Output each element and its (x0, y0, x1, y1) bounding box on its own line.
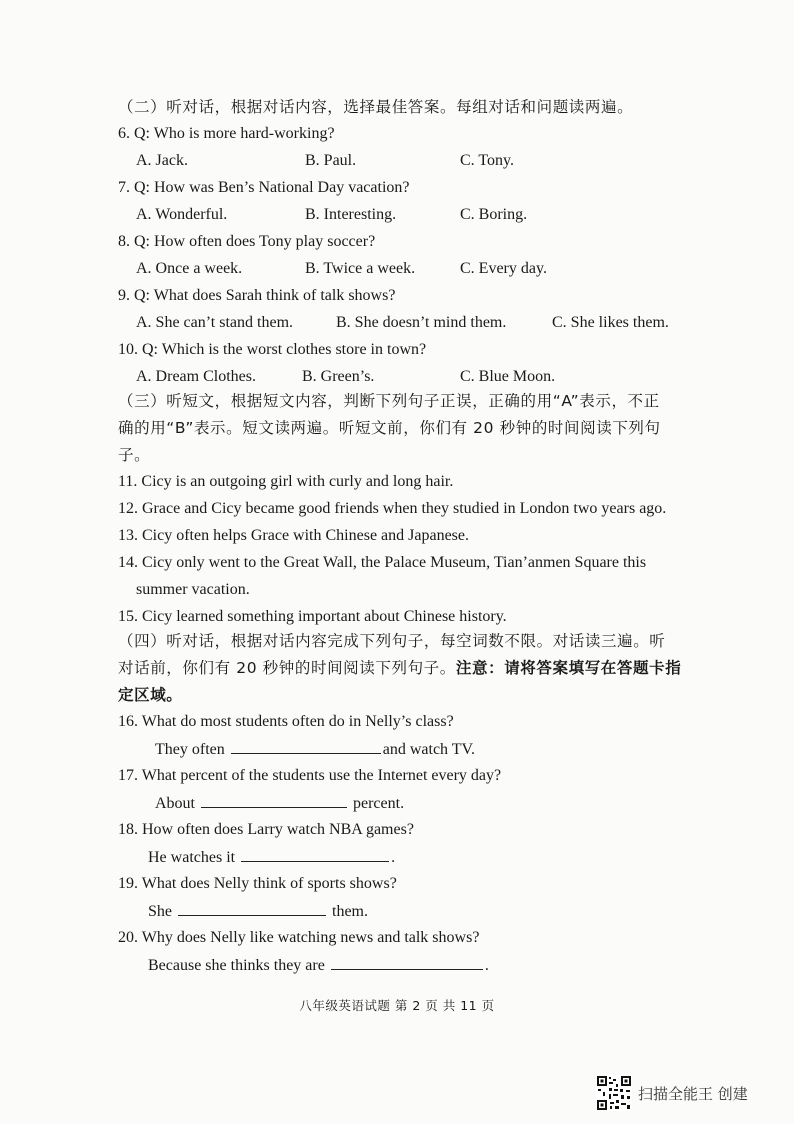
option-c: C. Boring. (460, 206, 528, 223)
section2-heading: （二）听对话，根据对话内容，选择最佳答案。每组对话和问题读两遍。 (118, 98, 634, 116)
option-b: B. Paul. (305, 152, 357, 169)
answer-suffix: and watch TV. (382, 741, 476, 758)
section3-heading-line1: （三）听短文，根据短文内容，判断下列句子正误，正确的用“A”表示，不正 (118, 392, 660, 410)
option-a: A. Dream Clothes. (136, 368, 256, 385)
answer-prefix: She (148, 903, 172, 920)
answer-line-20 (148, 955, 489, 976)
option-b: B. She doesn’t mind them. (336, 314, 507, 331)
question-17: 17. What percent of the students use the Internet every day? (118, 767, 502, 784)
statement-12: 12. Grace and Cicy became good friends when they studied in London two years ago. (118, 500, 667, 517)
section4-heading-line2 (118, 658, 681, 678)
option-c: C. Blue Moon. (460, 368, 556, 385)
statement-14: 14. Cicy only went to the Great Wall, the Palace Museum, Tian’anmen Square this (118, 554, 647, 571)
answer-blank-18[interactable] (241, 847, 389, 862)
answer-line-19 (148, 901, 368, 922)
question-6: 6. Q: Who is more hard-working? (118, 125, 335, 142)
answer-line-16 (155, 739, 475, 760)
section4-heading-line3: 定区域。 (118, 686, 183, 704)
question-8: 8. Q: How often does Tony play soccer? (118, 233, 376, 250)
option-a: A. Once a week. (136, 260, 243, 277)
option-a: A. Wonderful. (136, 206, 228, 223)
answer-blank-20[interactable] (331, 955, 483, 970)
question-18: 18. How often does Larry watch NBA games? (118, 821, 414, 838)
option-c: C. Tony. (460, 152, 514, 169)
question-9: 9. Q: What does Sarah think of talk shows? (118, 287, 396, 304)
option-c: C. She likes them. (552, 314, 669, 331)
question-10: 10. Q: Which is the worst clothes store in town? (118, 341, 427, 358)
section3-heading-line2: 确的用“B”表示。短文读两遍。听短文前，你们有 20 秒钟的时间阅读下列句 (118, 419, 661, 437)
answer-suffix: them. (332, 903, 368, 920)
answer-suffix: . (484, 957, 489, 974)
option-c: C. Every day. (460, 260, 547, 277)
section4-heading-line1: （四）听对话，根据对话内容完成下列句子，每空词数不限。对话读三遍。听 (118, 632, 666, 650)
watermark-text: 扫描全能王 创建 (638, 1085, 748, 1103)
answer-suffix: . (391, 849, 396, 866)
statement-13: 13. Cicy often helps Grace with Chinese and Japanese. (118, 527, 470, 544)
section4-heading-plain: 对话前，你们有 20 秒钟的时间阅读下列句子。 (118, 659, 456, 677)
section3-heading-line3: 子。 (118, 446, 151, 464)
question-16: 16. What do most students often do in Nelly’s class? (118, 713, 454, 730)
option-b: B. Interesting. (305, 206, 397, 223)
answer-blank-16[interactable] (231, 739, 381, 754)
answer-suffix: percent. (353, 795, 405, 812)
option-a: A. Jack. (136, 152, 188, 169)
option-a: A. She can’t stand them. (136, 314, 294, 331)
answer-prefix: Because she thinks they are (148, 957, 325, 974)
answer-prefix: He watches it (148, 849, 236, 866)
answer-line-18 (148, 847, 395, 868)
question-19: 19. What does Nelly think of sports shows? (118, 875, 397, 892)
question-20: 20. Why does Nelly like watching news and talk shows? (118, 929, 480, 946)
statement-14-cont: summer vacation. (136, 581, 250, 598)
statement-15: 15. Cicy learned something important about Chinese history. (118, 608, 507, 625)
answer-blank-19[interactable] (178, 901, 326, 916)
statement-11: 11. Cicy is an outgoing girl with curly and long hair. (118, 473, 454, 490)
qr-code-icon (596, 1075, 632, 1111)
answer-prefix: They often (155, 741, 225, 758)
answer-line-17 (155, 793, 404, 814)
section4-heading-note: 注意：请将答案填写在答题卡指 (455, 659, 682, 677)
answer-prefix: About (155, 795, 195, 812)
answer-blank-17[interactable] (201, 793, 347, 808)
option-b: B. Green’s. (302, 368, 375, 385)
question-7: 7. Q: How was Ben’s National Day vacation? (118, 179, 410, 196)
option-b: B. Twice a week. (305, 260, 416, 277)
page-footer: 八年级英语试题 第 2 页 共 11 页 (299, 998, 495, 1013)
